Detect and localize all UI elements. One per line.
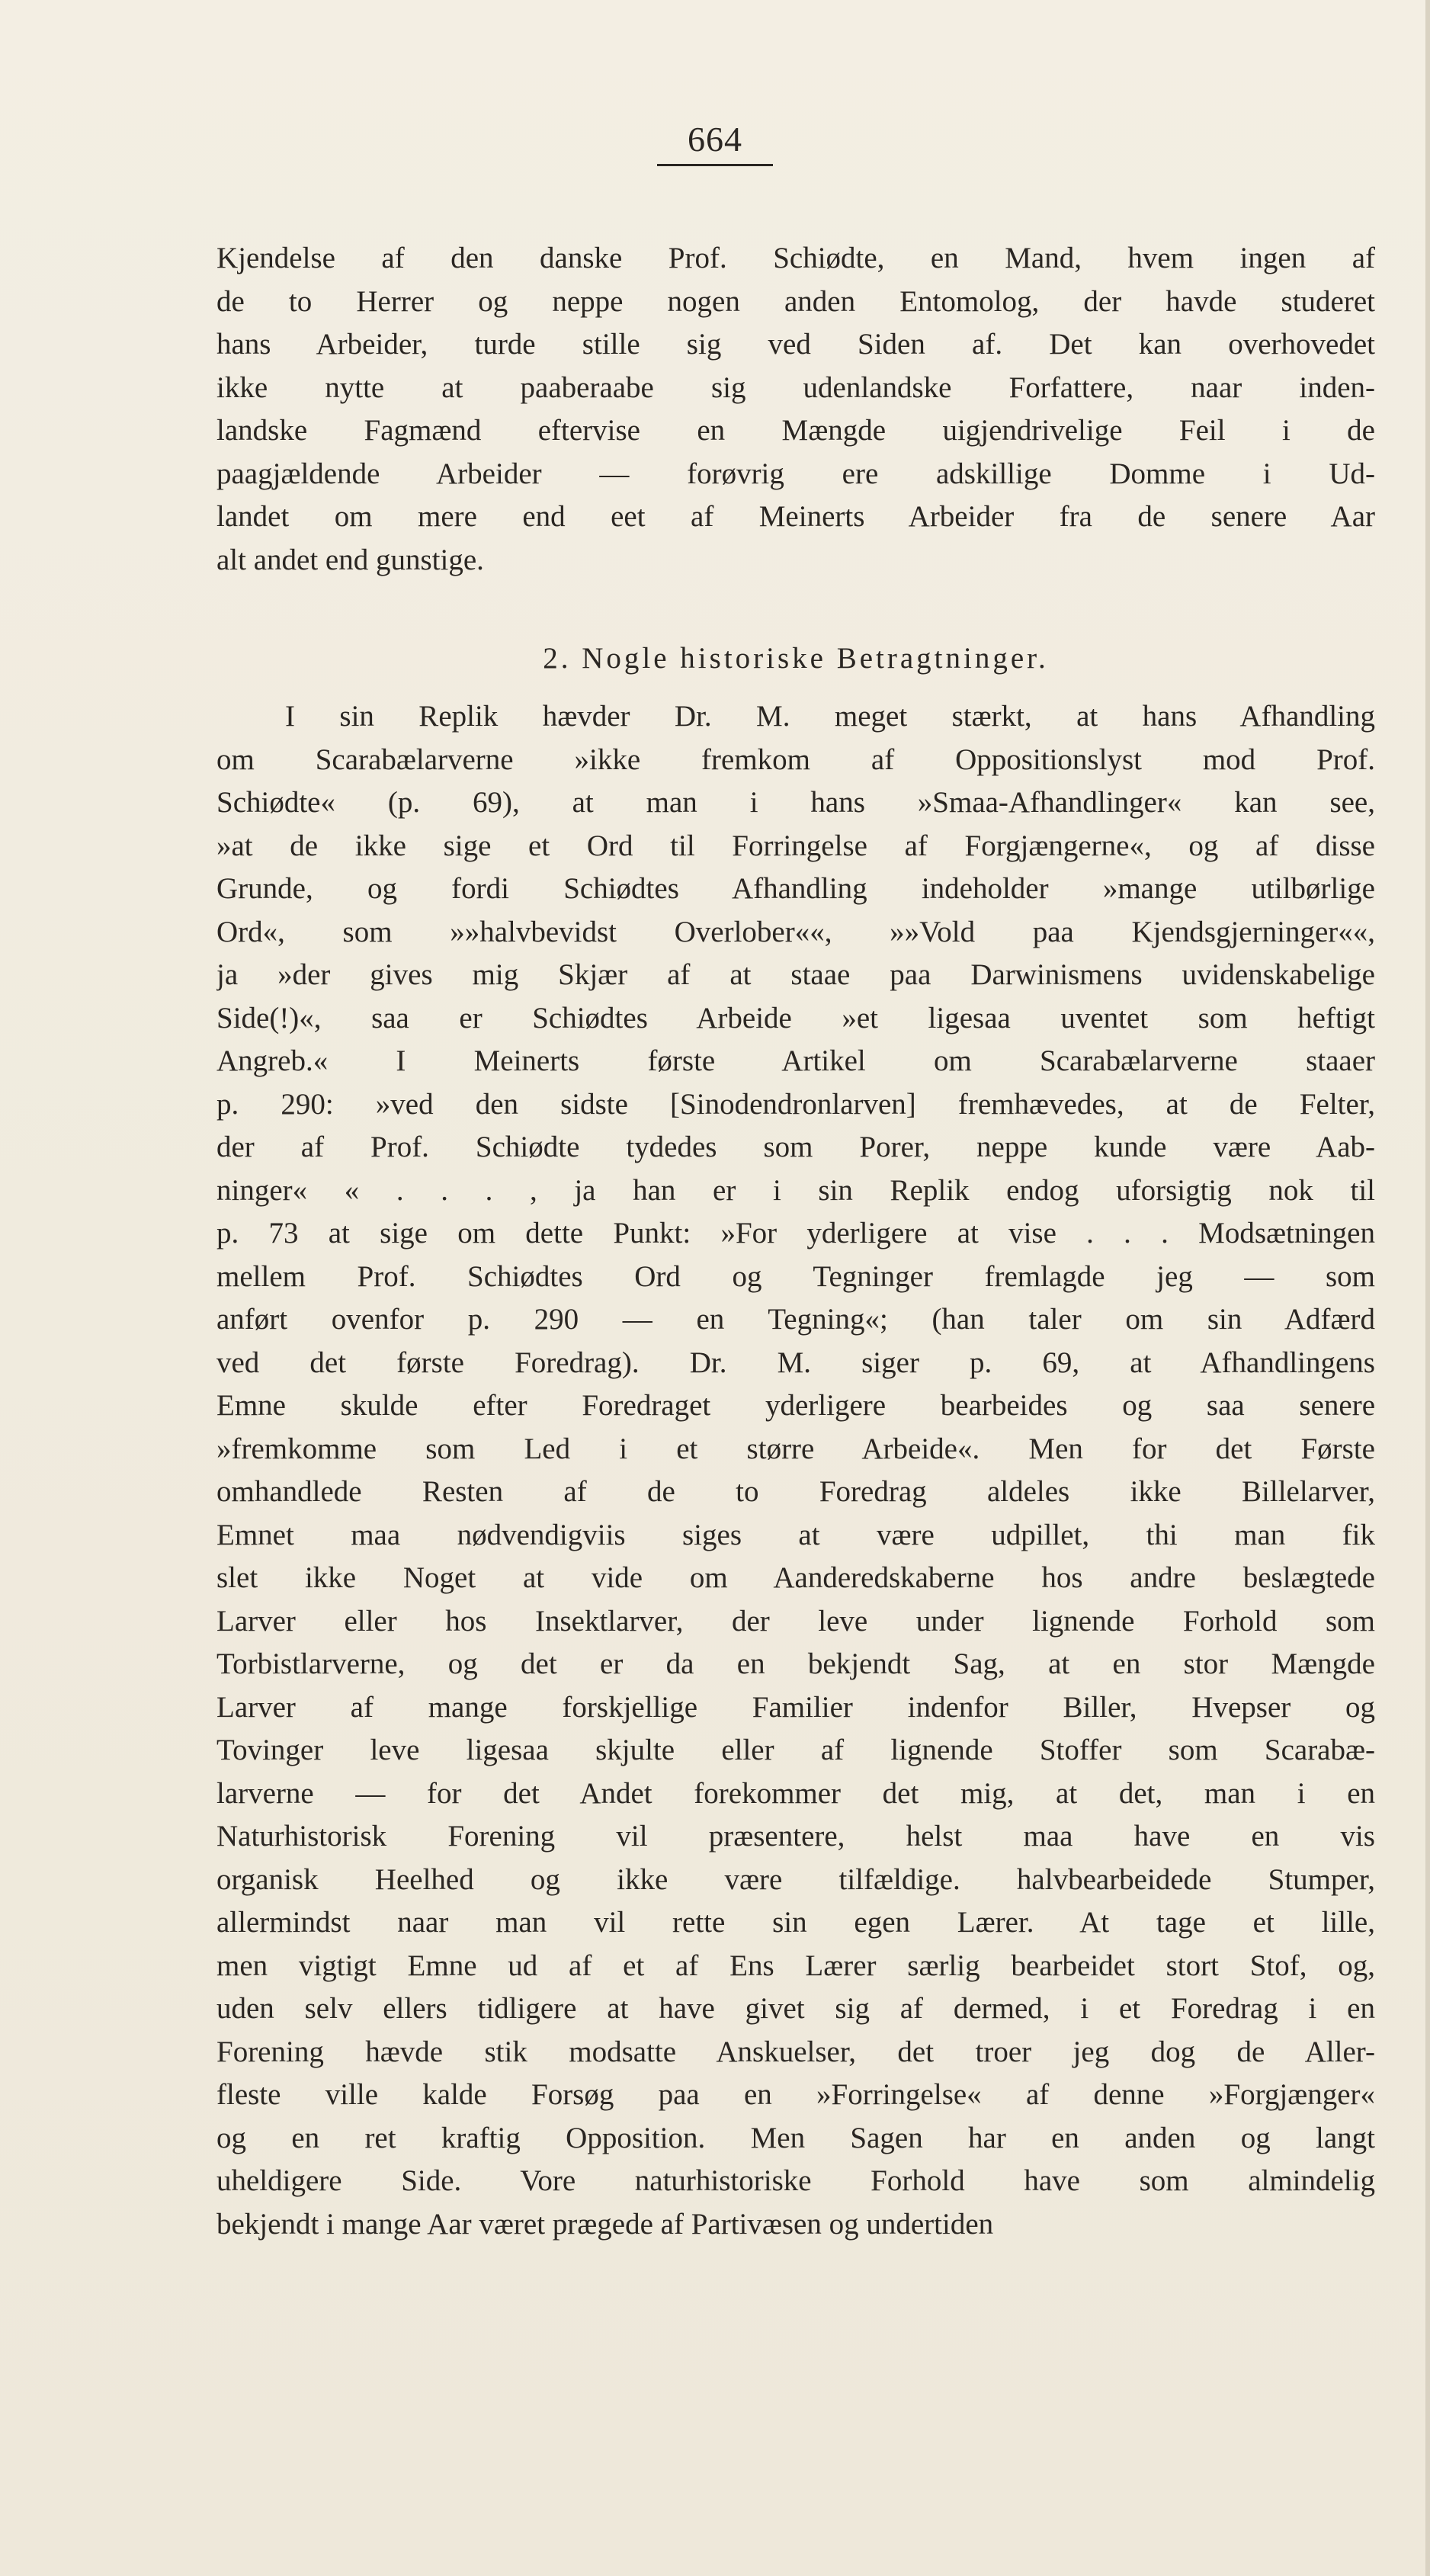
text-line: uden selv ellers tidligere at have givet sig af dermed, i et Foredrag i en (216, 1992, 1375, 2025)
text-line: organisk Heelhed og ikke være tilfældige. halvbearbeidede Stumper, (216, 1862, 1375, 1896)
text-line: ved det første Foredrag). Dr. M. siger p. 69, at Afhandlingens (216, 1346, 1375, 1379)
text-line: »at de ikke sige et Ord til Forringelse af Forgjængerne«, og af disse (216, 829, 1375, 862)
text-line: bekjendt i mange Aar været prægede af Partivæsen og undertiden (216, 2207, 994, 2241)
text-line: uheldigere Side. Vore naturhistoriske Forhold have som almindelig (216, 2164, 1375, 2197)
text-line: Forening hævde stik modsatte Anskuelser, det troer jeg dog de Aller- (216, 2035, 1375, 2068)
text-line: Angreb.« I Meinerts første Artikel om Scarabælarverne staaer (216, 1044, 1375, 1077)
text-line: Grunde, og fordi Schiødtes Afhandling indeholder »mange utilbørlige (216, 872, 1375, 905)
text-line: Larver eller hos Insektlarver, der leve under lignende Forhold som (216, 1604, 1375, 1638)
text-line: Emnet maa nødvendigviis siges at være udpillet, thi man fik (216, 1518, 1375, 1551)
text-line: Kjendelse af den danske Prof. Schiødte, en Mand, hvem ingen af (216, 242, 1375, 274)
text-line: de to Herrer og neppe nogen anden Entomolog, der havde studeret (216, 284, 1375, 318)
text-line: landske Fagmænd eftervise en Mængde uigjendrivelige Feil i de (216, 414, 1375, 447)
text-line: fleste ville kalde Forsøg paa en »Forringelse« af denne »Forgjænger« (216, 2078, 1375, 2111)
text-line: Schiødte« (p. 69), at man i hans »Smaa-Afhandlinger« kan see, (216, 786, 1375, 819)
text-line: hans Arbeider, turde stille sig ved Siden af. Det kan overhovedet (216, 328, 1375, 361)
text-line: om Scarabælarverne »ikke fremkom af Oppositionslyst mod Prof. (216, 743, 1375, 776)
page-edge (1425, 0, 1430, 2576)
text-line: ikke nytte at paaberaabe sig udenlandske Forfattere, naar inden- (216, 371, 1375, 404)
page-number-text: 664 (657, 119, 773, 166)
text-line: allermindst naar man vil rette sin egen Lærer. At tage et lille, (216, 1906, 1375, 1939)
text-line: Ord«, som »»halvbevidst Overlober««, »»Vold paa Kjendsgjerninger««, (216, 915, 1375, 948)
text-line: Emne skulde efter Foredraget yderligere bearbeides og saa senere (216, 1389, 1375, 1422)
text-line: p. 290: »ved den sidste [Sinodendronlarven] fremhævedes, at de Felter, (216, 1087, 1375, 1121)
text-line: »fremkomme som Led i et større Arbeide«. Men for det Første (216, 1432, 1375, 1465)
text-line: Tovinger leve ligesaa skjulte eller af lignende Stoffer som Scarabæ- (216, 1734, 1375, 1766)
text-line: der af Prof. Schiødte tydedes som Porer, neppe kunde være Aab- (216, 1131, 1375, 1163)
text-line: Larver af mange forskjellige Familier indenfor Biller, Hvepser og (216, 1690, 1375, 1724)
page-number (0, 119, 1430, 166)
text-line: Side(!)«, saa er Schiødtes Arbeide »et ligesaa uventet som heftigt (216, 1001, 1375, 1035)
text-line: alt andet end gunstige. (216, 543, 484, 576)
text-line: slet ikke Noget at vide om Aanderedskaberne hos andre beslægtede (216, 1561, 1375, 1594)
text-line: I sin Replik hævder Dr. M. meget stærkt, at hans Afhandling (285, 700, 1375, 733)
text-line: ja »der gives mig Skjær af at staae paa Darwinismens uvidenskabelige (216, 958, 1375, 991)
text-line: Torbistlarverne, og det er da en bekjendt Sag, at en stor Mængde (216, 1647, 1375, 1680)
paragraph-1 (216, 237, 1375, 582)
text-line: landet om mere end eet af Meinerts Arbeider fra de senere Aar (216, 500, 1375, 533)
section-heading: 2. Nogle historiske Betragtninger. (543, 642, 1049, 675)
text-line: larverne — for det Andet forekommer det mig, at det, man i en (216, 1776, 1375, 1810)
text-line: men vigtigt Emne ud af et af Ens Lærer særlig bearbeidet stort Stof, og, (216, 1949, 1375, 1982)
text-line: og en ret kraftig Opposition. Men Sagen har en anden og langt (216, 2121, 1375, 2154)
text-line: paagjældende Arbeider — forøvrig ere adskillige Domme i Ud- (216, 457, 1375, 490)
text-line: anført ovenfor p. 290 — en Tegning«; (han taler om sin Adfærd (216, 1303, 1375, 1336)
text-line: ninger« « . . . , ja han er i sin Replik endog uforsigtig nok til (216, 1173, 1375, 1207)
text-line: p. 73 at sige om dette Punkt: »For yderligere at vise . . . Modsætningen (216, 1217, 1375, 1250)
text-line: Naturhistorisk Forening vil præsentere, helst maa have en vis (216, 1820, 1375, 1853)
paragraph-2 (216, 695, 1375, 2246)
text-line: mellem Prof. Schiødtes Ord og Tegninger fremlagde jeg — som (216, 1259, 1375, 1293)
text-line: omhandlede Resten af de to Foredrag aldeles ikke Billelarver, (216, 1475, 1375, 1508)
